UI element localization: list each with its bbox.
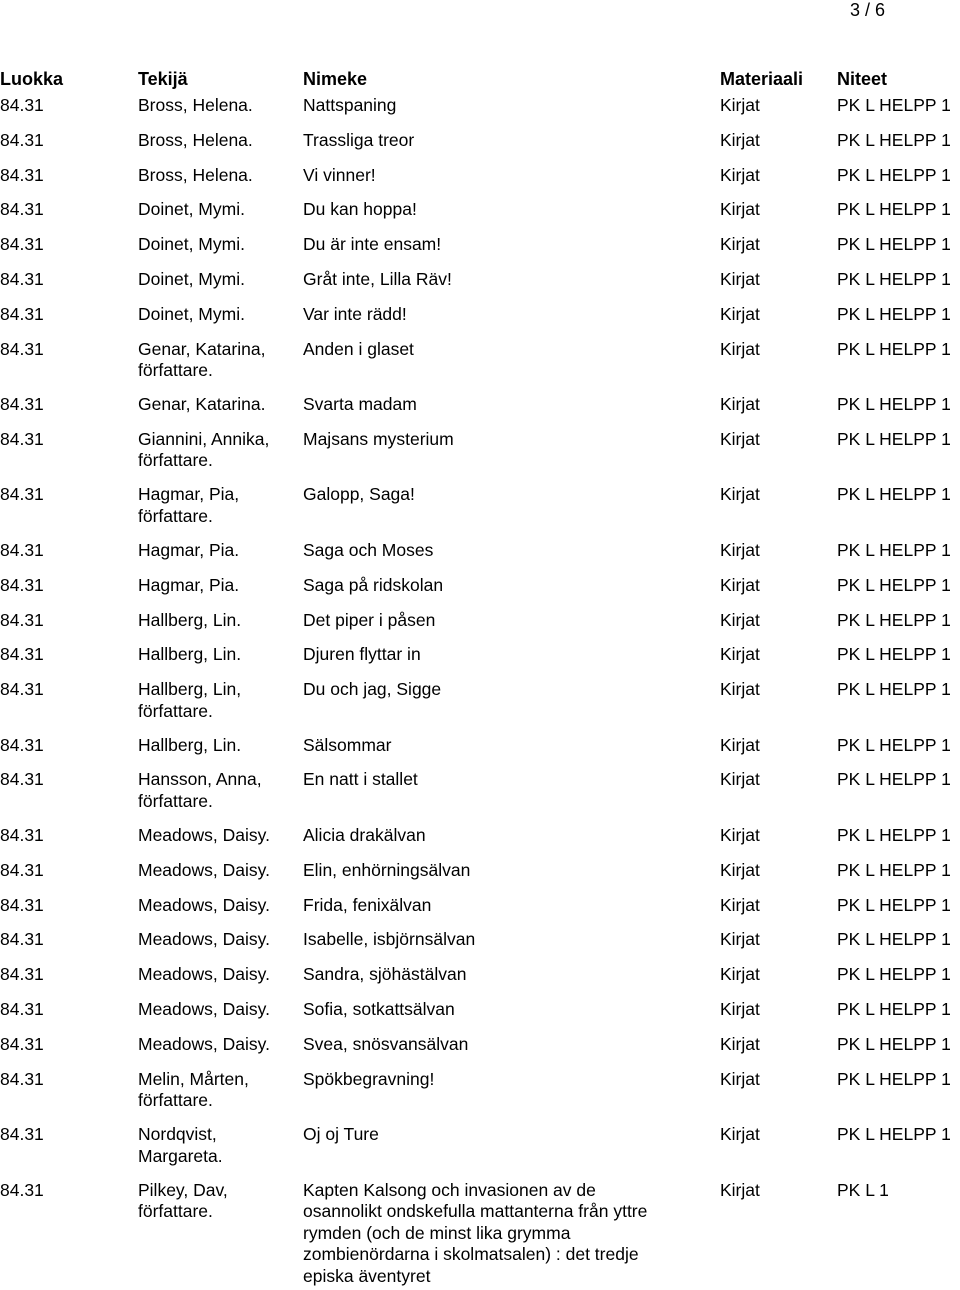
cell-materiaali: Kirjat (720, 199, 760, 220)
cell-nimeke (303, 484, 713, 506)
cell-tekija-line: Meadows, Daisy. (138, 998, 270, 1019)
header-niteet: Niteet (837, 69, 888, 89)
cell-niteet: PK L HELPP 1 (837, 95, 951, 115)
table-header (0, 69, 960, 91)
cell-luokka: 84.31 (0, 338, 44, 359)
cell-tekija-line: Meadows, Daisy. (138, 929, 270, 950)
cell-tekija-line: Bross, Helena. (138, 129, 253, 150)
header-luokka: Luokka (0, 69, 64, 89)
cell-nimeke-line: Frida, fenixälvan (303, 894, 432, 915)
cell-nimeke (303, 304, 713, 326)
cell-nimeke-line: Oj oj Ture (303, 1124, 379, 1144)
cell-tekija-line: författare. (138, 1090, 213, 1110)
cell-luokka: 84.31 (0, 824, 44, 845)
cell-tekija (138, 165, 298, 187)
cell-materiaali: Kirjat (720, 269, 760, 289)
cell-tekija (138, 484, 298, 527)
cell-tekija (138, 1180, 298, 1223)
cell-nimeke (303, 999, 713, 1021)
header-nimeke: Nimeke (303, 69, 368, 89)
cell-tekija-line: författare. (138, 1201, 213, 1221)
cell-tekija (138, 644, 298, 666)
cell-nimeke-line: rymden (och de minst lika grymma (303, 1222, 571, 1243)
cell-nimeke (303, 575, 713, 597)
cell-materiaali: Kirjat (720, 394, 760, 415)
cell-nimeke-line: Sofia, sotkattsälvan (303, 998, 455, 1019)
cell-tekija (138, 929, 298, 951)
cell-tekija (138, 895, 298, 917)
cell-nimeke-line: Kapten Kalsong och invasionen av de (303, 1179, 596, 1200)
cell-tekija (138, 394, 298, 416)
cell-niteet: PK L HELPP 1 (837, 574, 951, 595)
cell-nimeke-line: Saga och Moses (303, 539, 434, 560)
cell-nimeke-line: Djuren flyttar in (303, 644, 421, 665)
cell-materiaali: Kirjat (720, 574, 760, 595)
cell-niteet: PK L HELPP 1 (837, 539, 951, 560)
cell-materiaali: Kirjat (720, 734, 760, 755)
cell-materiaali: Kirjat (720, 1179, 760, 1200)
cell-materiaali: Kirjat (720, 894, 760, 915)
cell-tekija-line: Doinet, Mymi. (138, 199, 245, 220)
cell-tekija-line: Melin, Mårten, (138, 1068, 249, 1089)
cell-tekija (138, 339, 298, 382)
cell-nimeke-line: En natt i stallet (303, 769, 418, 790)
cell-nimeke-line: Du och jag, Sigge (303, 679, 442, 700)
cell-materiaali: Kirjat (720, 1033, 760, 1054)
cell-tekija (138, 679, 298, 722)
cell-tekija-line: Meadows, Daisy. (138, 964, 270, 985)
cell-luokka: 84.31 (0, 164, 44, 185)
cell-materiaali: Kirjat (720, 1068, 760, 1089)
cell-materiaali: Kirjat (720, 234, 760, 255)
cell-materiaali: Kirjat (720, 303, 760, 324)
cell-nimeke-line: Nattspaning (303, 95, 397, 115)
cell-luokka: 84.31 (0, 428, 44, 449)
cell-materiaali: Kirjat (720, 998, 760, 1019)
cell-tekija (138, 540, 298, 562)
cell-materiaali: Kirjat (720, 679, 760, 700)
cell-nimeke (303, 860, 713, 882)
cell-tekija (138, 575, 298, 597)
cell-nimeke (303, 769, 713, 791)
cell-tekija-line: Hallberg, Lin. (138, 644, 242, 665)
cell-luokka: 84.31 (0, 394, 44, 415)
cell-tekija-line: författare. (138, 790, 213, 811)
cell-tekija (138, 130, 298, 152)
cell-nimeke (303, 234, 713, 256)
cell-nimeke (303, 130, 713, 152)
cell-tekija-line: författare. (138, 700, 213, 721)
cell-nimeke-line: Vi vinner! (303, 164, 376, 185)
cell-tekija (138, 964, 298, 986)
header-materiaali: Materiaali (720, 69, 804, 89)
cell-luokka: 84.31 (0, 1033, 44, 1054)
cell-nimeke-line: Svarta madam (303, 394, 417, 415)
cell-luokka: 84.31 (0, 998, 44, 1019)
cell-tekija-line: Hagmar, Pia. (138, 539, 240, 560)
cell-tekija-line: Hagmar, Pia, (138, 484, 240, 505)
cell-materiaali: Kirjat (720, 539, 760, 560)
cell-niteet: PK L HELPP 1 (837, 484, 951, 505)
cell-nimeke (303, 1124, 713, 1146)
cell-niteet: PK L HELPP 1 (837, 269, 951, 289)
cell-nimeke-line: Sandra, sjöhästälvan (303, 964, 467, 985)
cell-tekija-line: författare. (138, 505, 213, 526)
cell-nimeke (303, 199, 713, 221)
cell-nimeke-line: Svea, snösvansälvan (303, 1033, 469, 1054)
cell-tekija (138, 269, 298, 291)
cell-materiaali: Kirjat (720, 484, 760, 505)
cell-niteet: PK L HELPP 1 (837, 894, 951, 915)
cell-nimeke-line: Alicia drakälvan (303, 824, 426, 845)
cell-nimeke-line: Gråt inte, Lilla Räv! (303, 269, 452, 289)
cell-tekija-line: Margareta. (138, 1145, 223, 1166)
cell-nimeke (303, 679, 713, 701)
cell-tekija-line: Meadows, Daisy. (138, 1033, 270, 1054)
cell-luokka: 84.31 (0, 269, 44, 289)
cell-tekija (138, 1034, 298, 1056)
cell-luokka: 84.31 (0, 769, 44, 790)
cell-tekija-line: Hansson, Anna, (138, 769, 262, 790)
cell-materiaali: Kirjat (720, 964, 760, 985)
cell-tekija-line: Hagmar, Pia. (138, 574, 240, 595)
cell-nimeke-line: episka äventyret (303, 1265, 431, 1286)
cell-niteet: PK L HELPP 1 (837, 734, 951, 755)
cell-nimeke (303, 269, 713, 291)
cell-materiaali: Kirjat (720, 428, 760, 449)
cell-materiaali: Kirjat (720, 338, 760, 359)
cell-nimeke-line: zombienördarna i skolmatsalen) : det tredje (303, 1244, 639, 1264)
cell-tekija (138, 610, 298, 632)
cell-materiaali: Kirjat (720, 644, 760, 665)
cell-tekija (138, 735, 298, 757)
cell-niteet: PK L HELPP 1 (837, 1033, 951, 1054)
cell-niteet: PK L HELPP 1 (837, 1124, 951, 1144)
cell-materiaali: Kirjat (720, 95, 760, 115)
cell-niteet: PK L HELPP 1 (837, 859, 951, 880)
cell-niteet: PK L HELPP 1 (837, 1068, 951, 1089)
cell-nimeke (303, 895, 713, 917)
cell-nimeke-line: Du är inte ensam! (303, 234, 442, 255)
cell-nimeke (303, 394, 713, 416)
cell-tekija-line: Genar, Katarina, (138, 338, 266, 359)
cell-tekija-line: Meadows, Daisy. (138, 859, 270, 880)
cell-niteet: PK L 1 (837, 1179, 889, 1200)
cell-nimeke (303, 540, 713, 562)
cell-nimeke (303, 429, 713, 451)
cell-luokka: 84.31 (0, 929, 44, 950)
cell-materiaali: Kirjat (720, 769, 760, 790)
cell-tekija-line: Meadows, Daisy. (138, 824, 270, 845)
cell-tekija-line: Bross, Helena. (138, 164, 253, 185)
cell-luokka: 84.31 (0, 129, 44, 150)
cell-luokka: 84.31 (0, 199, 44, 220)
cell-materiaali: Kirjat (720, 824, 760, 845)
cell-luokka: 84.31 (0, 1068, 44, 1089)
cell-niteet: PK L HELPP 1 (837, 338, 951, 359)
cell-luokka: 84.31 (0, 234, 44, 255)
cell-nimeke-line: osannolikt ondskefulla mattanterna från yttre (303, 1201, 648, 1221)
cell-niteet: PK L HELPP 1 (837, 129, 951, 150)
cell-niteet: PK L HELPP 1 (837, 609, 951, 630)
cell-tekija-line: Bross, Helena. (138, 95, 253, 115)
cell-luokka: 84.31 (0, 539, 44, 560)
cell-tekija (138, 999, 298, 1021)
cell-niteet: PK L HELPP 1 (837, 964, 951, 985)
cell-nimeke-line: Det piper i påsen (303, 609, 436, 630)
cell-niteet: PK L HELPP 1 (837, 998, 951, 1019)
cell-tekija (138, 825, 298, 847)
cell-nimeke-line: Spökbegravning! (303, 1068, 435, 1089)
cell-tekija-line: författare. (138, 450, 213, 471)
cell-luokka: 84.31 (0, 859, 44, 880)
cell-niteet: PK L HELPP 1 (837, 394, 951, 415)
cell-nimeke-line: Anden i glaset (303, 338, 414, 359)
cell-nimeke (303, 339, 713, 361)
header-tekija: Tekijä (138, 69, 188, 89)
cell-nimeke (303, 735, 713, 757)
cell-niteet: PK L HELPP 1 (837, 769, 951, 790)
cell-materiaali: Kirjat (720, 929, 760, 950)
cell-luokka: 84.31 (0, 95, 44, 115)
cell-nimeke (303, 1034, 713, 1056)
cell-tekija-line: Doinet, Mymi. (138, 234, 245, 255)
cell-tekija (138, 304, 298, 326)
cell-nimeke-line: Elin, enhörningsälvan (303, 859, 471, 880)
cell-nimeke (303, 644, 713, 666)
cell-nimeke (303, 964, 713, 986)
cell-niteet: PK L HELPP 1 (837, 644, 951, 665)
cell-tekija (138, 769, 298, 812)
cell-tekija-line: Meadows, Daisy. (138, 894, 270, 915)
cell-tekija-line: Hallberg, Lin. (138, 734, 242, 755)
cell-niteet: PK L HELPP 1 (837, 234, 951, 255)
cell-luokka: 84.31 (0, 964, 44, 985)
cell-luokka: 84.31 (0, 894, 44, 915)
cell-luokka: 84.31 (0, 1124, 44, 1144)
cell-nimeke-line: Galopp, Saga! (303, 484, 415, 505)
cell-tekija (138, 234, 298, 256)
cell-niteet: PK L HELPP 1 (837, 428, 951, 449)
cell-tekija-line: Genar, Katarina. (138, 394, 266, 415)
cell-nimeke-line: Majsans mysterium (303, 428, 454, 449)
cell-luokka: 84.31 (0, 574, 44, 595)
cell-tekija-line: Doinet, Mymi. (138, 303, 245, 324)
cell-nimeke (303, 1180, 713, 1288)
cell-nimeke-line: Saga på ridskolan (303, 574, 444, 595)
cell-nimeke (303, 825, 713, 847)
cell-tekija-line: Giannini, Annika, (138, 428, 270, 449)
cell-nimeke (303, 1069, 713, 1091)
cell-nimeke-line: Sälsommar (303, 734, 392, 755)
cell-niteet: PK L HELPP 1 (837, 824, 951, 845)
cell-niteet: PK L HELPP 1 (837, 199, 951, 220)
cell-niteet: PK L HELPP 1 (837, 164, 951, 185)
cell-nimeke-line: Isabelle, isbjörnsälvan (303, 929, 476, 950)
cell-nimeke (303, 165, 713, 187)
cell-tekija (138, 199, 298, 221)
cell-nimeke-line: Var inte rädd! (303, 303, 407, 324)
cell-nimeke (303, 95, 713, 117)
cell-niteet: PK L HELPP 1 (837, 303, 951, 324)
page-indicator: 3 / 6 (849, 0, 885, 20)
cell-tekija (138, 429, 298, 472)
cell-nimeke-line: Trassliga treor (303, 129, 415, 150)
cell-luokka: 84.31 (0, 1179, 44, 1200)
cell-tekija-line: Nordqvist, (138, 1124, 217, 1144)
cell-luokka: 84.31 (0, 644, 44, 665)
cell-niteet: PK L HELPP 1 (837, 929, 951, 950)
cell-niteet: PK L HELPP 1 (837, 679, 951, 700)
cell-tekija (138, 1069, 298, 1112)
cell-luokka: 84.31 (0, 303, 44, 324)
cell-luokka: 84.31 (0, 679, 44, 700)
cell-tekija-line: Hallberg, Lin. (138, 609, 242, 630)
cell-tekija (138, 95, 298, 117)
cell-nimeke-line: Du kan hoppa! (303, 199, 417, 220)
cell-materiaali: Kirjat (720, 1124, 760, 1144)
cell-nimeke (303, 610, 713, 632)
cell-tekija-line: Doinet, Mymi. (138, 269, 245, 289)
cell-luokka: 84.31 (0, 484, 44, 505)
cell-tekija-line: Pilkey, Dav, (138, 1179, 228, 1200)
cell-luokka: 84.31 (0, 734, 44, 755)
cell-materiaali: Kirjat (720, 129, 760, 150)
cell-materiaali: Kirjat (720, 609, 760, 630)
cell-tekija (138, 1124, 298, 1167)
cell-materiaali: Kirjat (720, 164, 760, 185)
cell-luokka: 84.31 (0, 609, 44, 630)
cell-tekija-line: Hallberg, Lin, (138, 679, 242, 700)
cell-tekija-line: författare. (138, 360, 213, 381)
cell-nimeke (303, 929, 713, 951)
cell-tekija (138, 860, 298, 882)
cell-materiaali: Kirjat (720, 859, 760, 880)
